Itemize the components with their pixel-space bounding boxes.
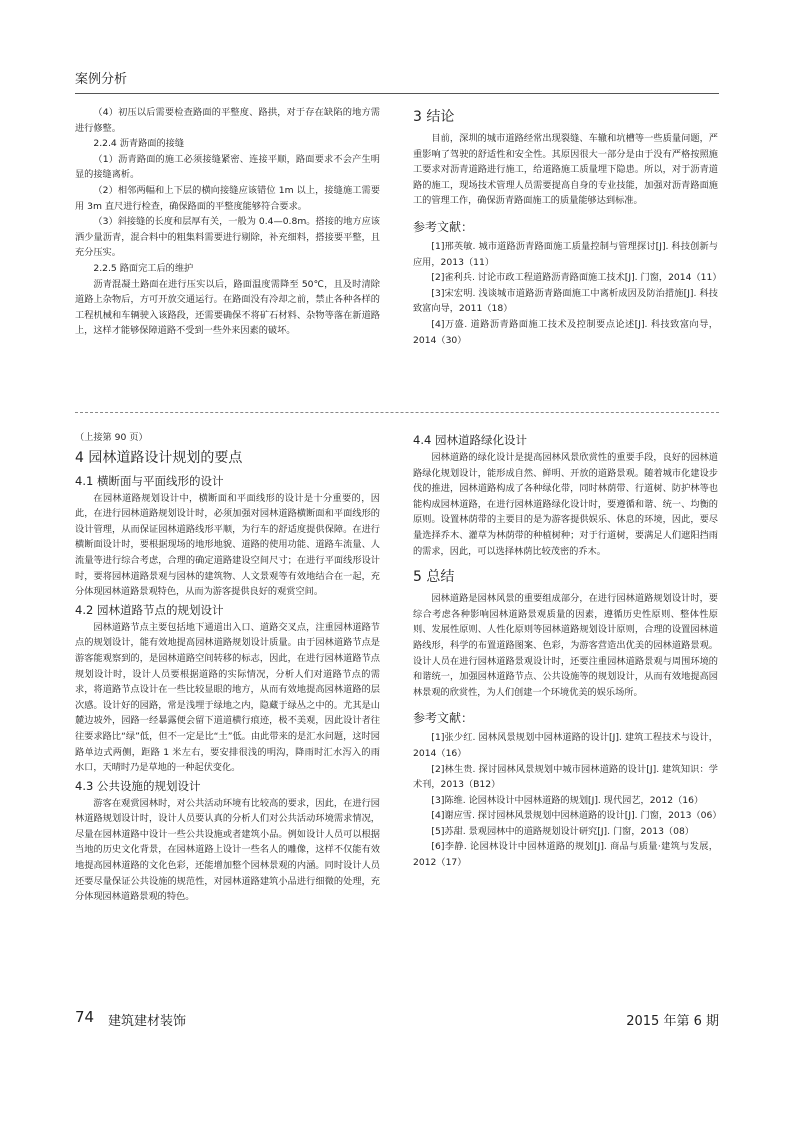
subsection-4-2-heading: 4.2 园林道路节点的规划设计 [75,602,224,617]
body-paragraph: （4）初压以后需要检查路面的平整度、路拱，对于存在缺陷的地方需进行修整。 [75,107,380,134]
reference-item: [1]邢英敏. 城市道路沥青路面施工质量控制与管理探讨[J]. 科技创新与应用，2013（11） [413,240,718,268]
paragraph-4-2: 园林道路节点主要包括地下通道出入口、道路交叉点，注重园林道路节点的规划设计，能有效地提高园林道路规划设计质量。由于园林道路节点是游客能观察到的，是园林道路空间转移的标志，因此，在进行园林道路节点规划设计时，设计人员要根据道路的实际情况，分析人们对道路节点的需求，将道路节点设计在一些比较显眼的地方，从而有效地提高园林道路的层次感。设计好的园路，常是浅埋于绿地之内，隐藏于绿丛之中的。尤其是山麓边坡外，园路一经暴露便会留下道道横行痕迹，极不美观，因此设计者往往要求路比“绿”低，但不一定是比“土”低。由此带来的是汇水问题，这时园路单边式两侧，距路 1 米左右，要安排很浅的明沟，降雨时汇水泻入的雨水口，天晴时乃是草地的一种起伏变化。 [75,621,380,774]
subsection-4-3-heading: 4.3 公共设施的规划设计 [75,778,201,793]
section-4-heading: 4 园林道路设计规划的要点 [75,449,243,466]
continuation-note: （上接第 90 页） [75,432,148,443]
publication-name: 建筑建材装饰 [108,1014,187,1029]
subsection-4-1-heading: 4.1 横断面与平面线形的设计 [75,473,224,488]
body-paragraph: 沥青混凝土路面在进行压实以后，路面温度需降至 50℃，且及时清除道路上杂物后，方可开放交通运行。在路面没有冷却之前，禁止各种各样的工程机械和车辆驶入该路段，还需要确保不将矿石材料、杂物等落在新道路上，这样才能够保障道路不受到一些外来因素的破坏。 [75,278,380,337]
references-heading: 参考文献： [413,219,474,234]
issue-label: 2015 年第 6 期 [626,1014,719,1029]
bottom-right-column [413,430,722,871]
header-rule [75,93,719,94]
subsection-4-4-heading: 4.4 园林道路绿化设计 [413,433,527,447]
conclusion-heading: 3 结论 [413,109,455,125]
reference-item: [4]万盛. 道路沥青路面施工技术及控制要点论述[J]. 科技致富向导，2014（30） [413,318,718,346]
reference-item: [5]苏甜. 景观园林中的道路规划设计研究[J]. 门窗，2013（08） [431,825,694,837]
reference-item: [2]林生贵. 探讨园林风景规划中城市园林道路的设计[J]. 建筑知识：学术刊，2013（B12） [413,763,718,791]
paragraph-4-1: 在园林道路规划设计中，横断面和平面线形的设计是十分重要的，因此，在进行园林道路规划设计时，必须加强对园林道路横断面和平面线形的设计管理，从而保证园林道路线形平顺，为行车的舒适度提供保障。在进行横断面设计时，要根据现场的地形地貌、道路的使用功能、道路车流量、人流量等进行综合考虑，合理的确定道路建设空间尺寸；在进行平面线形设计时，要将园林道路景观与园林的建筑物、人文景观等有效地结合在一起，充分体现园林道路景观特色，从而为游客提供良好的观赏空间。 [75,492,380,598]
paragraph-4-3: 游客在观赏园林时，对公共活动环境有比较高的要求，因此，在进行园林道路规划设计时，设计人员要认真的分析人们对公共活动环境需求情况，尽量在园林道路中设计一些公共设施或者建筑小品。例如设计人员可以根据当地的历史文化背景，在园林道路上设计一些名人的雕像，这样不仅能有效地提高园林道路的文化色彩，还能增加整个园林景观的内涵。同时设计人员还要尽量保证公共设施的规范性，对园林道路建筑小品进行细微的处理，充分体现园林道路景观的特色。 [75,797,380,903]
reference-item: [4]谢应雪. 探讨园林风景规划中园林道路的设计[J]. 门窗，2013（06） [431,810,722,822]
section-5-heading: 5 总结 [413,569,455,586]
reference-item: [2]雀利兵. 讨论市政工程道路沥青路面施工技术[J]. 门窗，2014（11） [431,272,722,284]
body-paragraph: 2.2.4 沥青路面的接缝 [93,138,185,150]
section-divider [75,412,719,413]
body-paragraph: （1）沥青路面的施工必须接缝紧密、连接平顺，路面要求不会产生明显的接缝离析。 [75,153,380,181]
reference-item: [1]张少红. 园林风景规划中园林道路的设计[J]. 建筑工程技术与设计，2014（16） [413,732,718,759]
body-paragraph: 2.2.5 路面完工后的维护 [93,262,194,274]
top-left-column [75,105,380,339]
reference-item: [6]李静. 论园林设计中园林道路的规划[J]. 商品与质量·建筑与发展，2012（17） [413,841,718,869]
section-header: 案例分析 [75,72,128,87]
references-heading: 参考文献： [413,711,474,726]
conclusion-body: 目前，深圳的城市道路经常出现裂缝、车辙和坑槽等一些质量问题，严重影响了驾驶的舒适性和安全性。其原因很大一部分是由于没有严格按照施工要求对沥青道路进行施工，给道路施工质量埋下隐患。所以，对于沥青道路的施工，现场技术管理人员需要提高自身的专业技能，加强对沥青路面施工的管理工作，确保沥青路面施工的质量能够达到标准。 [413,133,718,207]
top-right-column [413,105,722,348]
body-paragraph: （3）斜接缝的长度和层厚有关，一般为 0.4—0.8m。搭接的地方应该洒少量沥青，混合料中的粗集料需要进行剔除，补充细料，搭接要平整，且充分压实。 [75,216,380,259]
bottom-left-column [75,430,380,905]
paragraph-4-4: 园林道路的绿化设计是提高园林风景欣赏性的重要手段，良好的园林道路绿化规划设计，能形成自然、鲜明、开放的道路景观。随着城市化建设步伐的推进，园林道路构成了各种绿化带，同时林荫带、行道树、防护林等也能构成园林道路，在进行园林道路绿化设计时，要遵循和谐、统一、均衡的原则。设置林荫带的主要目的是为游客提供娱乐、休息的环境，因此，要尽量选择乔木、灌草为林荫带的种植树种；对于行道树，要满足人们遮阳挡雨的需求，因此，可以选择林荫比较茂密的乔木。 [413,452,718,557]
reference-item: [3]陈维. 论园林设计中园林道路的规划[J]. 现代园艺，2012（16） [431,794,704,806]
reference-item: [3]宋宏明. 浅谈城市道路沥青路面施工中离析成因及防治措施[J]. 科技致富向导，2011（18） [413,287,718,315]
paragraph-5: 园林道路是园林风景的重要组成部分，在进行园林道路规划设计时，要综合考虑各种影响园林道路景观质量的因素，遵循历史性原则、整体性原则、发展性原则、人性化原则等园林道路规划设计原则，合理的设置园林道路线形，科学的布置道路图案、色彩，为游客营造出优美的园林道路景观。设计人员在进行园林道路景观设计时，还要注重园林道路景观与周围环境的和谐统一，加强园林道路节点、公共设施等的规划设计，从而有效地提高园林景观的欣赏性，为人们创建一个环境优美的娱乐场所。 [413,593,718,698]
body-paragraph: （2）相邻两幅和上下层的横向接缝应该错位 1m 以上，接缝施工需要用 3m 直尺进行检查，确保路面的平整度能够符合要求。 [75,184,380,212]
page-number: 74 [75,1008,95,1026]
